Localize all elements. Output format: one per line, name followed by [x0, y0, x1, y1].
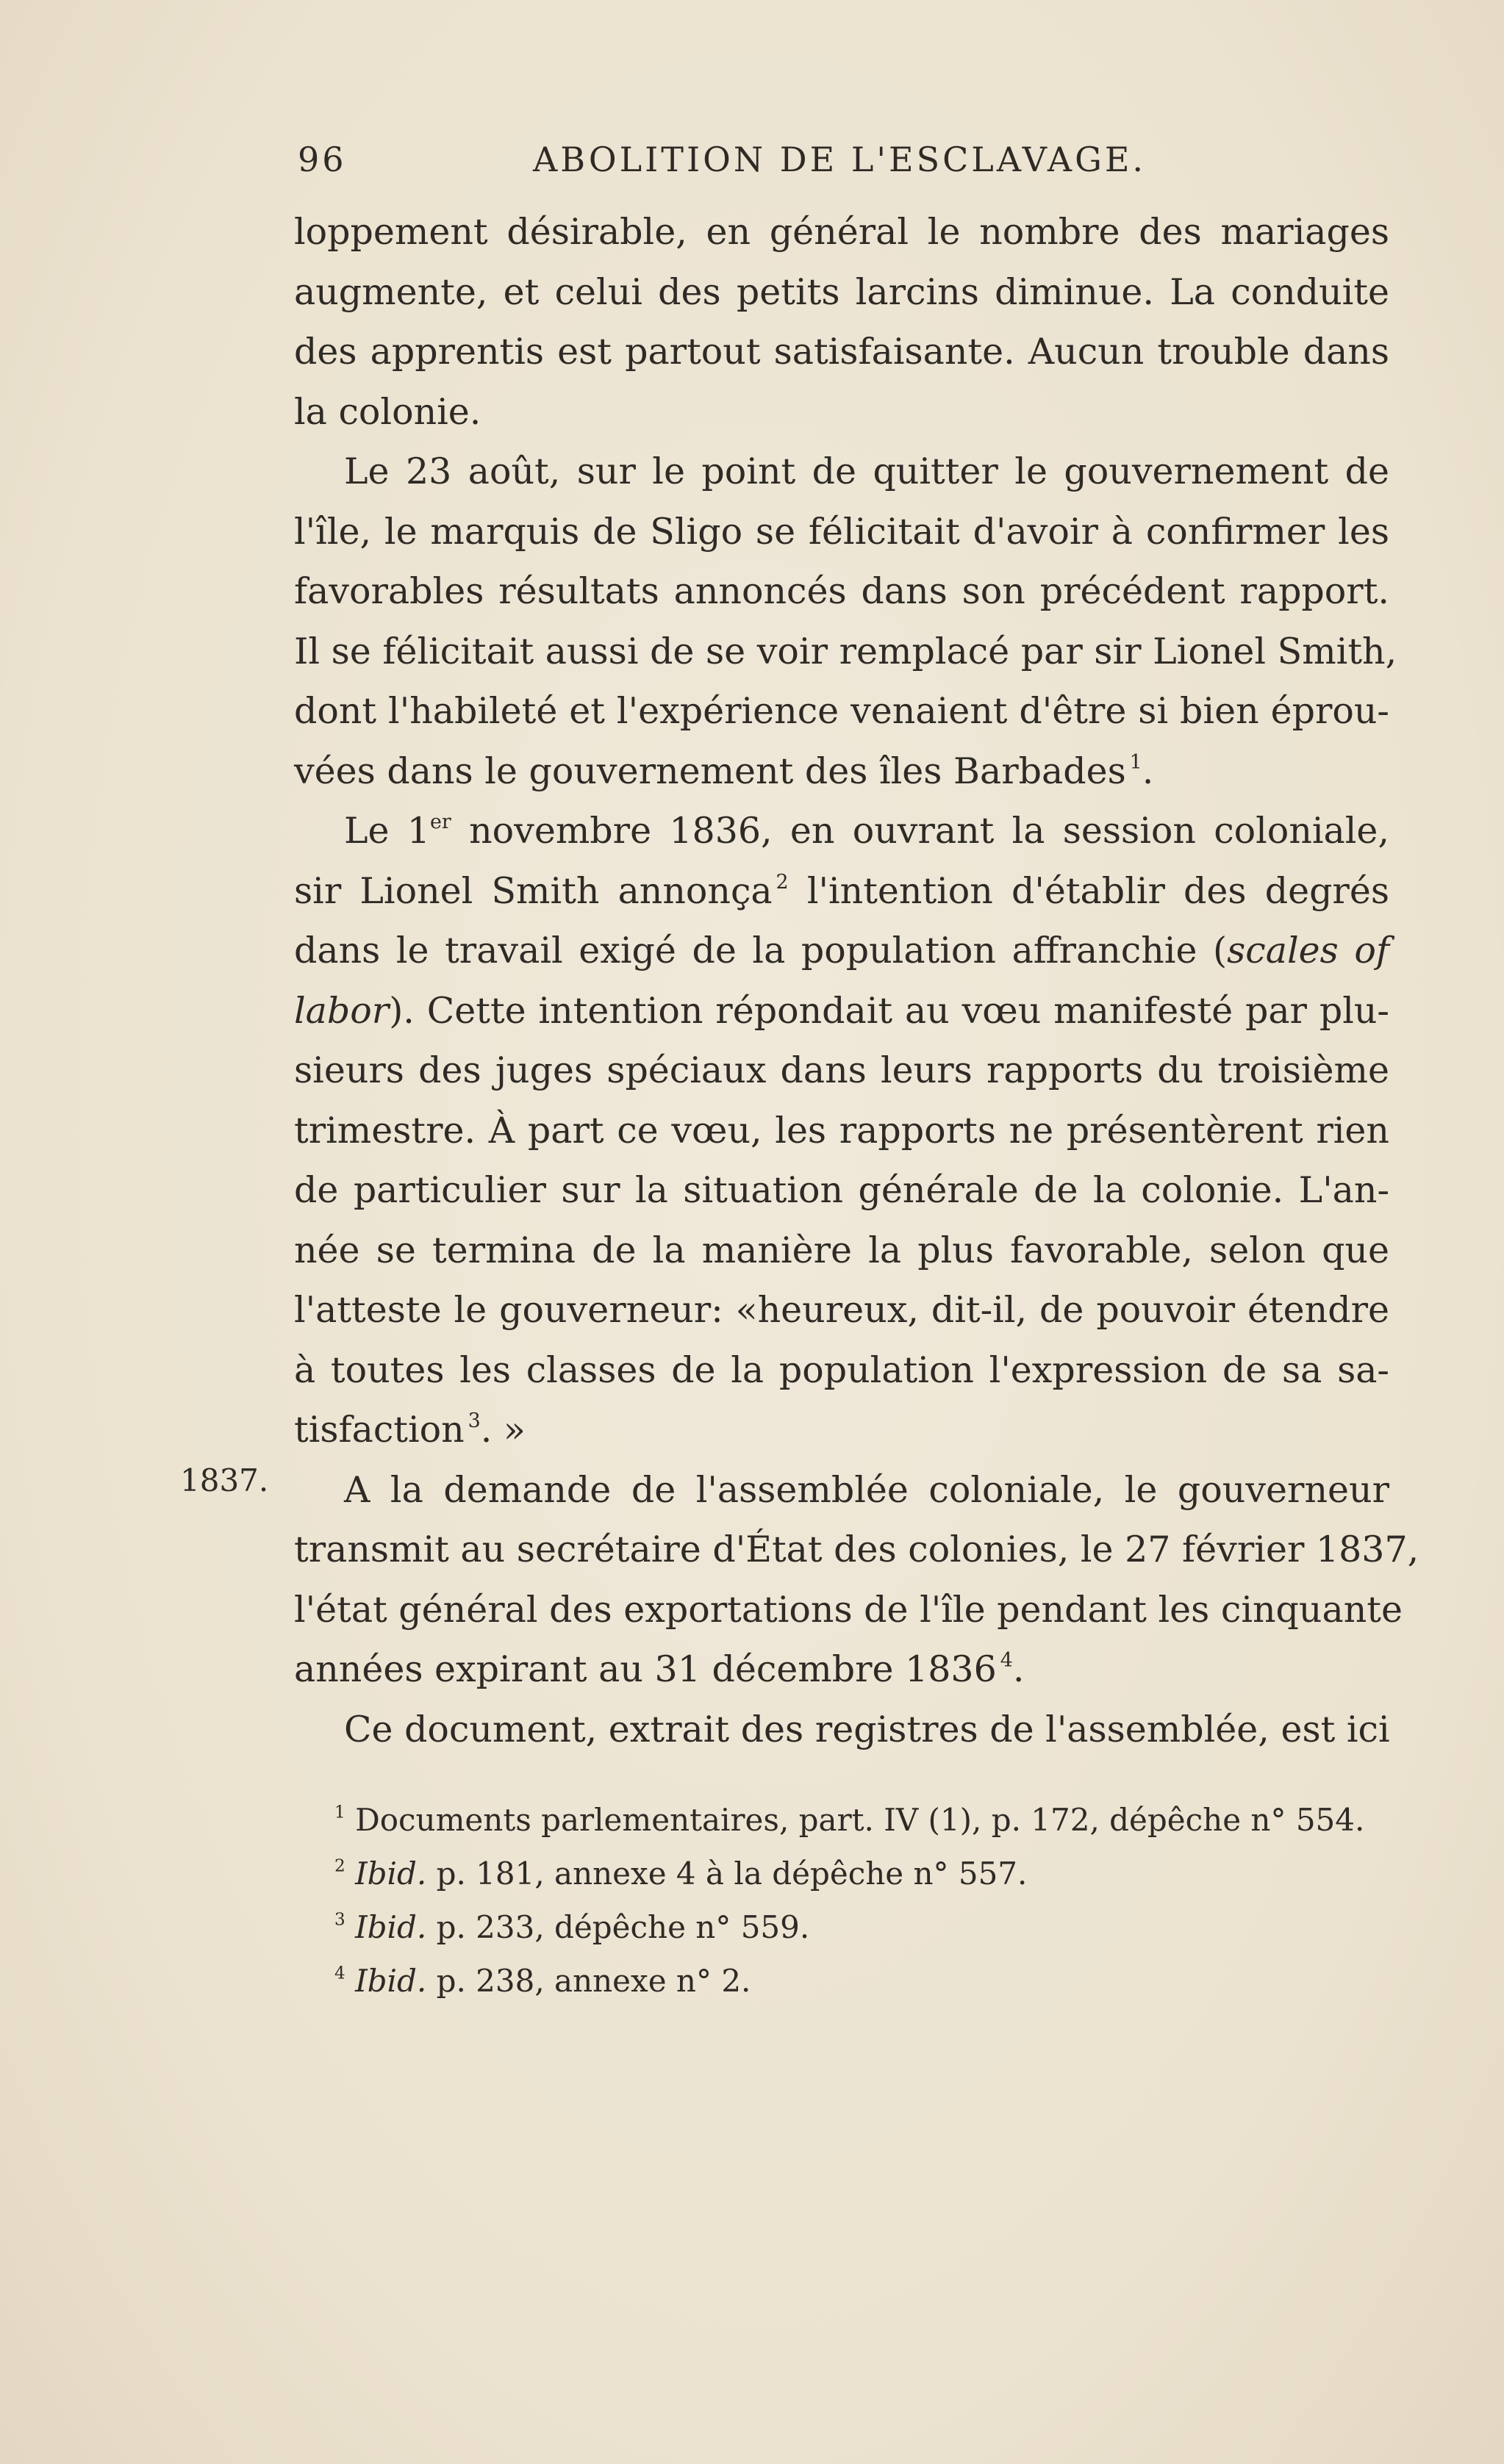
text-line: Le 1er novembre 1836, en ouvrant la session coloniale,: [344, 810, 1390, 852]
body-text: [294, 202, 1419, 1759]
text-line: l'atteste le gouverneur: «heureux, dit-il, de pouvoir étendre: [294, 1289, 1389, 1331]
ordinal-suffix: er: [429, 810, 451, 833]
text-line: de particulier sur la situation générale de la colonie. L'an-: [294, 1169, 1389, 1211]
text-line: Le 23 août, sur le point de quitter le gouvernement de: [344, 450, 1389, 492]
footnotes: [334, 1793, 1393, 2008]
text-line: transmit au secrétaire d'État des colonies, le 27 février 1837,: [294, 1529, 1419, 1570]
text-line: l'île, le marquis de Sligo se félicitait d'avoir à confirmer les: [294, 510, 1389, 553]
text-line: trimestre. À part ce vœu, les rapports ne présentèrent rien: [294, 1109, 1389, 1152]
footnote-ref: 3: [468, 1409, 481, 1432]
footnote-ref: 2: [776, 870, 789, 894]
footnote: $^4$ Ibid. p. 238, annexe n° 2.: [334, 1963, 751, 1999]
text-line: l'état général des exportations de l'île pendant les cinquante: [294, 1588, 1403, 1631]
footnote: $^3$ Ibid. p. 233, dépêche n° 559.: [334, 1909, 810, 1945]
text-line: tisfaction $^3$. »: [294, 1409, 526, 1451]
text-line: Ce document, extrait des registres de l'assemblée, est ici: [344, 1708, 1390, 1750]
text-line: Il se félicitait aussi de se voir remplacé par sir Lionel Smith,: [294, 630, 1397, 672]
text-line: favorables résultats annoncés dans son précédent rapport.: [294, 570, 1389, 612]
text-line: la colonie.: [294, 390, 481, 433]
english-term: scales of: [1227, 930, 1389, 971]
page-number: 96: [298, 140, 347, 179]
text-line: augmente, et celui des petits larcins diminue. La conduite: [294, 270, 1389, 313]
text-line: à toutes les classes de la population l'expression de sa sa-: [294, 1348, 1389, 1391]
text-line: loppement désirable, en général le nombre des mariages: [294, 211, 1389, 253]
text-line: labor). Cette intention répondait au vœu manifesté par plu-: [294, 989, 1389, 1032]
english-term: labor: [294, 989, 390, 1032]
text-line: dont l'habileté et l'expérience venaient d'être si bien éprou-: [294, 690, 1389, 732]
footnote: $^2$ Ibid. p. 181, annexe 4 à la dépêche n° 557.: [334, 1856, 1028, 1892]
text-line: vées dans le gouvernement des îles Barbades $^1$.: [294, 750, 1154, 792]
running-header: [290, 140, 1165, 191]
text-line: née se termina de la manière la plus favorable, selon que: [294, 1229, 1389, 1271]
text-line: A la demande de l'assemblée coloniale, le gouverneur: [344, 1468, 1389, 1511]
footnote-ref: 4: [1000, 1648, 1013, 1672]
running-title: ABOLITION DE L'ESCLAVAGE.: [533, 140, 1147, 179]
margin-year-note: 1837.: [180, 1462, 269, 1498]
text-line: sir Lionel Smith annonça $^2$ l'intention d'établir des degrés: [294, 869, 1390, 912]
text-line: années expirant au 31 décembre 1836 $^4$.: [294, 1648, 1025, 1690]
text-line: des apprentis est partout satisfaisante. Aucun trouble dans: [294, 331, 1389, 373]
footnote-ref: 1: [1129, 750, 1142, 774]
footnote: $^1$ Documents parlementaires, part. IV (1), p. 172, dépêche n° 554.: [334, 1802, 1365, 1838]
text-line: sieurs des juges spéciaux dans leurs rapports du troisième: [294, 1049, 1389, 1091]
text-line: dans le travail exigé de la population affranchie (scales of: [294, 930, 1389, 971]
